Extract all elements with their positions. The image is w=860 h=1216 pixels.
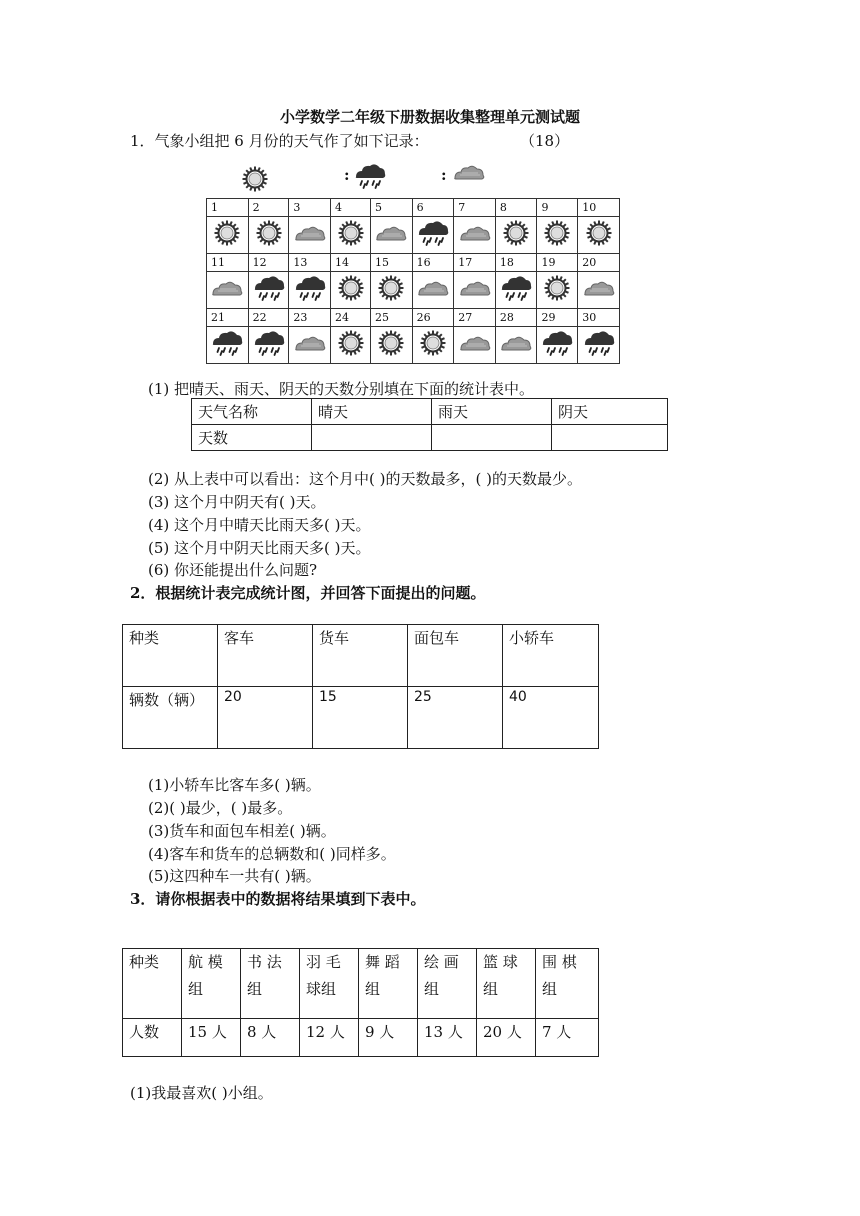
cloud-icon	[454, 327, 496, 364]
weather-legend	[196, 160, 628, 190]
cell-painting-count: 13 人	[418, 1019, 477, 1057]
th-painting	[418, 949, 477, 1019]
q2-heading: 2．根据统计表完成统计图，并回答下面提出的问题。	[130, 584, 486, 602]
day-number: 11	[207, 254, 249, 272]
th-calligraphy-line1: 书 法	[247, 953, 282, 971]
q2-question-1: (1)小轿车比客车多( )辆。	[148, 776, 321, 794]
rain-icon	[578, 327, 620, 364]
rain-icon	[412, 217, 454, 254]
th-go-line2: 组	[542, 980, 558, 998]
th-basketball	[477, 949, 536, 1019]
day-number: 25	[371, 309, 413, 327]
day-number: 3	[289, 199, 331, 217]
th-car: 小轿车	[503, 625, 599, 687]
day-number: 12	[248, 254, 289, 272]
weather-record-figure	[196, 160, 628, 360]
day-number: 1	[207, 199, 249, 217]
day-number: 16	[412, 254, 454, 272]
th-calligraphy-line2: 组	[247, 980, 263, 998]
cloud-icon	[454, 272, 496, 309]
day-number: 8	[495, 199, 537, 217]
sun-icon	[331, 327, 371, 364]
rain-icon	[495, 272, 537, 309]
th-badminton-line2: 球组	[306, 980, 337, 998]
rain-icon	[289, 272, 331, 309]
th-cloudy: 阴天	[552, 399, 668, 425]
rain-icon	[248, 327, 289, 364]
weather-calendar-grid	[206, 198, 620, 364]
th-aeromodel-line1: 航 模	[188, 953, 223, 971]
club-table	[122, 948, 599, 1057]
th-dance-line1: 舞 蹈	[365, 953, 400, 971]
day-number: 7	[454, 199, 496, 217]
day-number: 28	[495, 309, 537, 327]
th-badminton-line1: 羽 毛	[306, 953, 341, 971]
cloud-icon	[371, 217, 413, 254]
q3-heading: 3．请你根据表中的数据将结果填到下表中。	[130, 890, 426, 908]
cell-dance-count: 9 人	[359, 1019, 418, 1057]
sun-icon	[371, 327, 413, 364]
row-label-people: 人数	[123, 1019, 182, 1057]
q2-question-5: (5)这四种车一共有( )辆。	[148, 867, 321, 885]
sun-icon	[331, 272, 371, 309]
th-badminton	[300, 949, 359, 1019]
cloud-icon	[412, 272, 454, 309]
cell-truck-count: 15	[313, 687, 408, 749]
day-number: 15	[371, 254, 413, 272]
q1-sub3: (3) 这个月中阴天有( )天。	[148, 493, 326, 511]
q1-sub2: (2) 从上表中可以看出：这个月中( )的天数最多，( )的天数最少。	[148, 470, 582, 488]
legend-colon: :	[344, 166, 350, 184]
day-number: 6	[412, 199, 454, 217]
th-aeromodel-line2: 组	[188, 980, 204, 998]
q1-sub5: (5) 这个月中阴天比雨天多( )天。	[148, 539, 371, 557]
rain-icon	[537, 327, 578, 364]
day-number: 29	[537, 309, 578, 327]
day-number: 30	[578, 309, 620, 327]
sun-icon	[537, 217, 578, 254]
q3-question-1: (1)我最喜欢( )小组。	[130, 1084, 273, 1102]
rain-icon	[207, 327, 249, 364]
day-number: 26	[412, 309, 454, 327]
q1-sub1: (1) 把晴天、雨天、阴天的天数分别填在下面的统计表中。	[148, 380, 535, 398]
th-club-kind: 种类	[123, 949, 182, 1019]
q2-question-2: (2)( )最少，( )最多。	[148, 799, 293, 817]
th-painting-line1: 绘 画	[424, 953, 459, 971]
cloud-icon	[289, 217, 331, 254]
cell-calligraphy-count: 8 人	[241, 1019, 300, 1057]
legend-colon: :	[441, 166, 447, 184]
th-dance	[359, 949, 418, 1019]
cloud-icon	[289, 327, 331, 364]
cloud-icon	[207, 272, 249, 309]
rain-icon	[248, 272, 289, 309]
day-number: 9	[537, 199, 578, 217]
cloud-icon	[454, 217, 496, 254]
q1-heading: 1．气象小组把 6 月份的天气作了如下记录：	[130, 132, 429, 150]
cloud-icon	[495, 327, 537, 364]
th-bus: 客车	[218, 625, 313, 687]
q2-question-3: (3)货车和面包车相差( )辆。	[148, 822, 336, 840]
legend-sun-icon	[240, 166, 270, 196]
sun-icon	[207, 217, 249, 254]
day-number: 10	[578, 199, 620, 217]
legend-cloud-icon	[452, 162, 486, 186]
vehicle-table	[122, 624, 599, 749]
legend-rain-icon	[354, 162, 386, 194]
sun-icon	[578, 217, 620, 254]
q1-score: （18）	[520, 132, 570, 150]
page-title: 小学数学二年级下册数据收集整理单元测试题	[279, 108, 580, 126]
sun-icon	[537, 272, 578, 309]
day-number: 22	[248, 309, 289, 327]
th-rainy: 雨天	[432, 399, 552, 425]
day-number: 13	[289, 254, 331, 272]
day-number: 5	[371, 199, 413, 217]
q1-sub4: (4) 这个月中晴天比雨天多( )天。	[148, 516, 371, 534]
day-number: 21	[207, 309, 249, 327]
day-number: 17	[454, 254, 496, 272]
cell-sunny-days[interactable]	[312, 425, 432, 451]
day-number: 2	[248, 199, 289, 217]
cell-rainy-days[interactable]	[432, 425, 552, 451]
th-painting-line2: 组	[424, 980, 440, 998]
th-kind: 种类	[123, 625, 218, 687]
day-number: 18	[495, 254, 537, 272]
cell-car-count: 40	[503, 687, 599, 749]
th-basketball-line1: 篮 球	[483, 953, 518, 971]
th-aeromodel	[182, 949, 241, 1019]
cell-basketball-count: 20 人	[477, 1019, 536, 1057]
cell-aeromodel-count: 15 人	[182, 1019, 241, 1057]
th-truck: 货车	[313, 625, 408, 687]
sun-icon	[331, 217, 371, 254]
cell-go-count: 7 人	[536, 1019, 599, 1057]
day-number: 19	[537, 254, 578, 272]
sun-icon	[248, 217, 289, 254]
th-go	[536, 949, 599, 1019]
th-sunny: 晴天	[312, 399, 432, 425]
sun-icon	[412, 327, 454, 364]
th-go-line1: 围 棋	[542, 953, 577, 971]
th-weather-name: 天气名称	[192, 399, 312, 425]
th-calligraphy	[241, 949, 300, 1019]
cloud-icon	[578, 272, 620, 309]
cell-badminton-count: 12 人	[300, 1019, 359, 1057]
cell-van-count: 25	[408, 687, 503, 749]
weather-stat-table	[191, 398, 668, 451]
row-label-count: 辆数（辆）	[123, 687, 218, 749]
q1-sub6: (6) 你还能提出什么问题?	[148, 561, 318, 579]
cell-cloudy-days[interactable]	[552, 425, 668, 451]
sun-icon	[495, 217, 537, 254]
day-number: 20	[578, 254, 620, 272]
cell-bus-count: 20	[218, 687, 313, 749]
day-number: 24	[331, 309, 371, 327]
row-label-days: 天数	[192, 425, 312, 451]
sun-icon	[371, 272, 413, 309]
th-dance-line2: 组	[365, 980, 381, 998]
day-number: 23	[289, 309, 331, 327]
q2-question-4: (4)客车和货车的总辆数和( )同样多。	[148, 845, 396, 863]
day-number: 14	[331, 254, 371, 272]
th-basketball-line2: 组	[483, 980, 499, 998]
day-number: 27	[454, 309, 496, 327]
th-van: 面包车	[408, 625, 503, 687]
day-number: 4	[331, 199, 371, 217]
